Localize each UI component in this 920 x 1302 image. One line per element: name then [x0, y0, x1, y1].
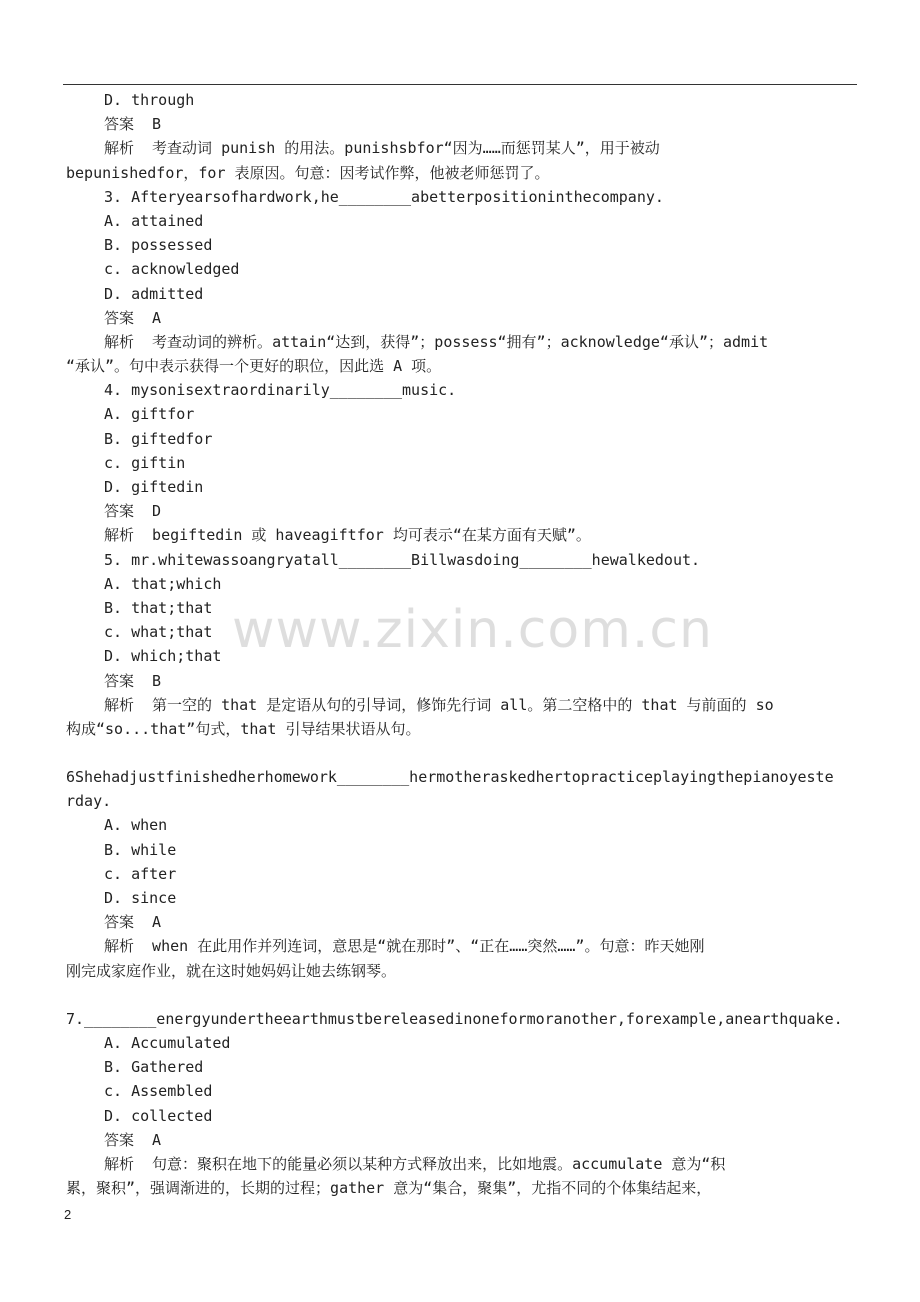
text-line: D. giftedin — [104, 478, 204, 496]
text-line: 7.________energyundertheearthmustbereleasedinoneformoranother,forexample,anearthquake. — [66, 1009, 843, 1028]
text-line: B. Gathered — [104, 1058, 204, 1077]
text-line: c. giftin — [104, 453, 186, 472]
text-line: “承认”。句中表示获得一个更好的职位，因此选 A 项。 — [66, 357, 442, 376]
text-line: 答案 B — [104, 671, 162, 690]
watermark: www.zixin.com.cn — [232, 600, 713, 660]
text-line: 解析 考查动词 punish 的用法。punishsbfor“因为……而惩罚某人”，用于被动 — [104, 139, 660, 158]
text-line: 6Shehadjustfinishedherhomework________hermotheraskedhertopracticeplayingthepianoyeste — [66, 768, 834, 787]
text-line: A. Accumulated — [104, 1033, 231, 1052]
text-line: D. through — [104, 91, 195, 109]
text-line: 解析 when 在此用作并列连词，意思是“就在那时”、“正在……突然……”。句意：昨天她刚 — [104, 937, 705, 956]
page-number: 2 — [64, 1207, 72, 1222]
text-line: c. acknowledged — [104, 260, 240, 279]
text-line: 答案 B — [104, 115, 162, 134]
text-line: 解析 考查动词的辨析。attain“达到，获得”；possess“拥有”；acknowledge“承认”；admit — [104, 332, 769, 351]
text-line: 答案 A — [104, 308, 162, 327]
text-line: B. that;that — [104, 598, 213, 617]
text-line: 4. mysonisextraordinarily________music. — [104, 381, 457, 400]
text-line: A. when — [104, 816, 168, 835]
text-line: 解析 第一空的 that 是定语从句的引导词，修饰先行词 all。第二空格中的 that 与前面的 so — [104, 695, 774, 714]
text-line: B. possessed — [104, 236, 213, 255]
text-line: B. giftedfor — [104, 429, 213, 448]
text-line: D. collected — [104, 1106, 213, 1125]
blank-line — [66, 741, 858, 765]
text-line: 5. mr.whitewassoangryatall________Billwasdoing________hewalkedout. — [104, 550, 701, 569]
text-line: 构成“so...that”句式，that 引导结果状语从句。 — [66, 719, 421, 738]
text-line: 答案 D — [104, 502, 162, 521]
text-line: 累，聚积”，强调渐进的，长期的过程；gather 意为“集合，聚集”，尤指不同的个体集结起来， — [66, 1179, 712, 1198]
text-line: c. what;that — [104, 623, 213, 642]
text-line: D. admitted — [104, 284, 204, 303]
text-line: rday. — [66, 792, 112, 811]
text-line: B. while — [104, 840, 177, 859]
text-line: 解析 句意：聚积在地下的能量必须以某种方式释放出来，比如地震。accumulate 意为“积 — [104, 1154, 726, 1173]
text-line: bepunishedfor，for 表原因。句意：因考试作弊，他被老师惩罚了。 — [66, 163, 550, 182]
header-rule — [63, 84, 857, 85]
text-line: 答案 A — [104, 913, 162, 932]
text-line: A. giftfor — [104, 405, 195, 424]
text-line: c. Assembled — [104, 1082, 213, 1101]
text-line: c. after — [104, 864, 177, 883]
text-line: D. since — [104, 889, 177, 907]
text-line: 刚完成家庭作业，就在这时她妈妈让她去练钢琴。 — [66, 961, 397, 980]
text-line: 解析 begiftedin 或 haveagiftfor 均可表示“在某方面有天赋”。 — [104, 526, 591, 545]
text-line: A. attained — [104, 211, 204, 230]
text-line: 3. Afteryearsofhardwork,he________abetterpositioninthecompany. — [104, 187, 664, 206]
blank-line — [66, 983, 858, 1007]
text-line: D. which;that — [104, 647, 222, 666]
text-line: A. that;which — [104, 574, 222, 593]
text-line: 答案 A — [104, 1130, 162, 1149]
